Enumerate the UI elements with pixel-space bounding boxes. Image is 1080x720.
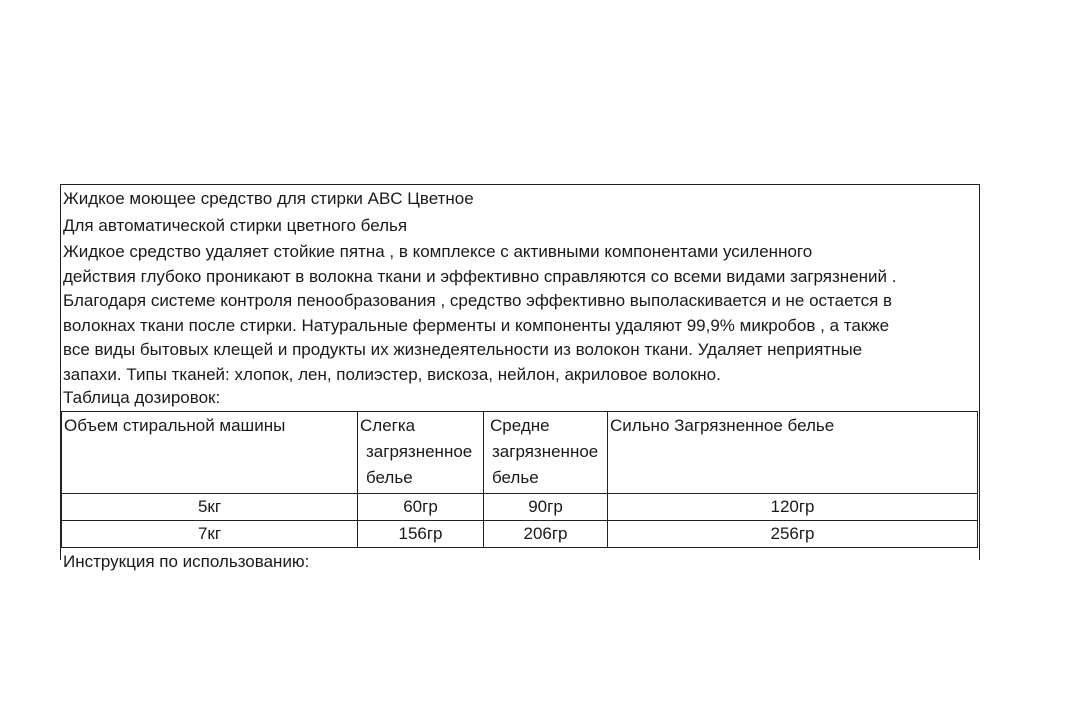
- cell-medium: 206гр: [484, 521, 608, 548]
- cell-machine: 5кг: [62, 494, 358, 521]
- description-line: запахи. Типы тканей: хлопок, лен, полиэстер, вискоза, нейлон, акриловое волокно.: [63, 364, 721, 384]
- description-line: волокнах ткани после стирки. Натуральные ферменты и компоненты удаляют 99,9% микробов , а также: [63, 315, 890, 335]
- table-header-row: [62, 412, 978, 494]
- cell-medium: 90гр: [484, 494, 608, 521]
- dosage-table: [61, 411, 978, 548]
- header-machine-volume: Объем стиральной машины: [62, 412, 358, 494]
- header-medium-soiled: Средне загрязненное белье: [484, 412, 608, 494]
- table-row: [62, 521, 978, 548]
- description-line: все виды бытовых клещей и продукты их жизнедеятельности из волокон ткани. Удаляет неприятные: [63, 340, 863, 359]
- description-line: Жидкое средство удаляет стойкие пятна , в комплексе с активными компонентами усиленного: [63, 242, 813, 261]
- product-description: [61, 240, 981, 387]
- cell-heavy: 120гр: [608, 494, 978, 521]
- cell-light: 156гр: [358, 521, 484, 548]
- cell-light: 60гр: [358, 494, 484, 521]
- description-line: действия глубоко проникают в волокна ткани и эффективно справляются со всеми видами загрязнений .: [63, 266, 897, 286]
- instructions-label: Инструкция по использованию:: [63, 552, 310, 571]
- cell-machine: 7кг: [62, 521, 358, 548]
- header-heavily-soiled: Сильно Загрязненное белье: [608, 412, 978, 494]
- cell-heavy: 256гр: [608, 521, 978, 548]
- header-lightly-soiled: Слегка загрязненное белье: [358, 412, 484, 494]
- table-row: [62, 494, 978, 521]
- document-page: [60, 184, 980, 571]
- product-title: Жидкое моющее средство для стирки ABC Цветное: [63, 189, 474, 208]
- description-line: Благодаря системе контроля пенообразования , средство эффективно выполаскивается и не остается в: [63, 291, 893, 310]
- product-subtitle: Для автоматической стирки цветного белья: [63, 216, 408, 235]
- dosage-table-label: Таблица дозировок:: [63, 388, 221, 407]
